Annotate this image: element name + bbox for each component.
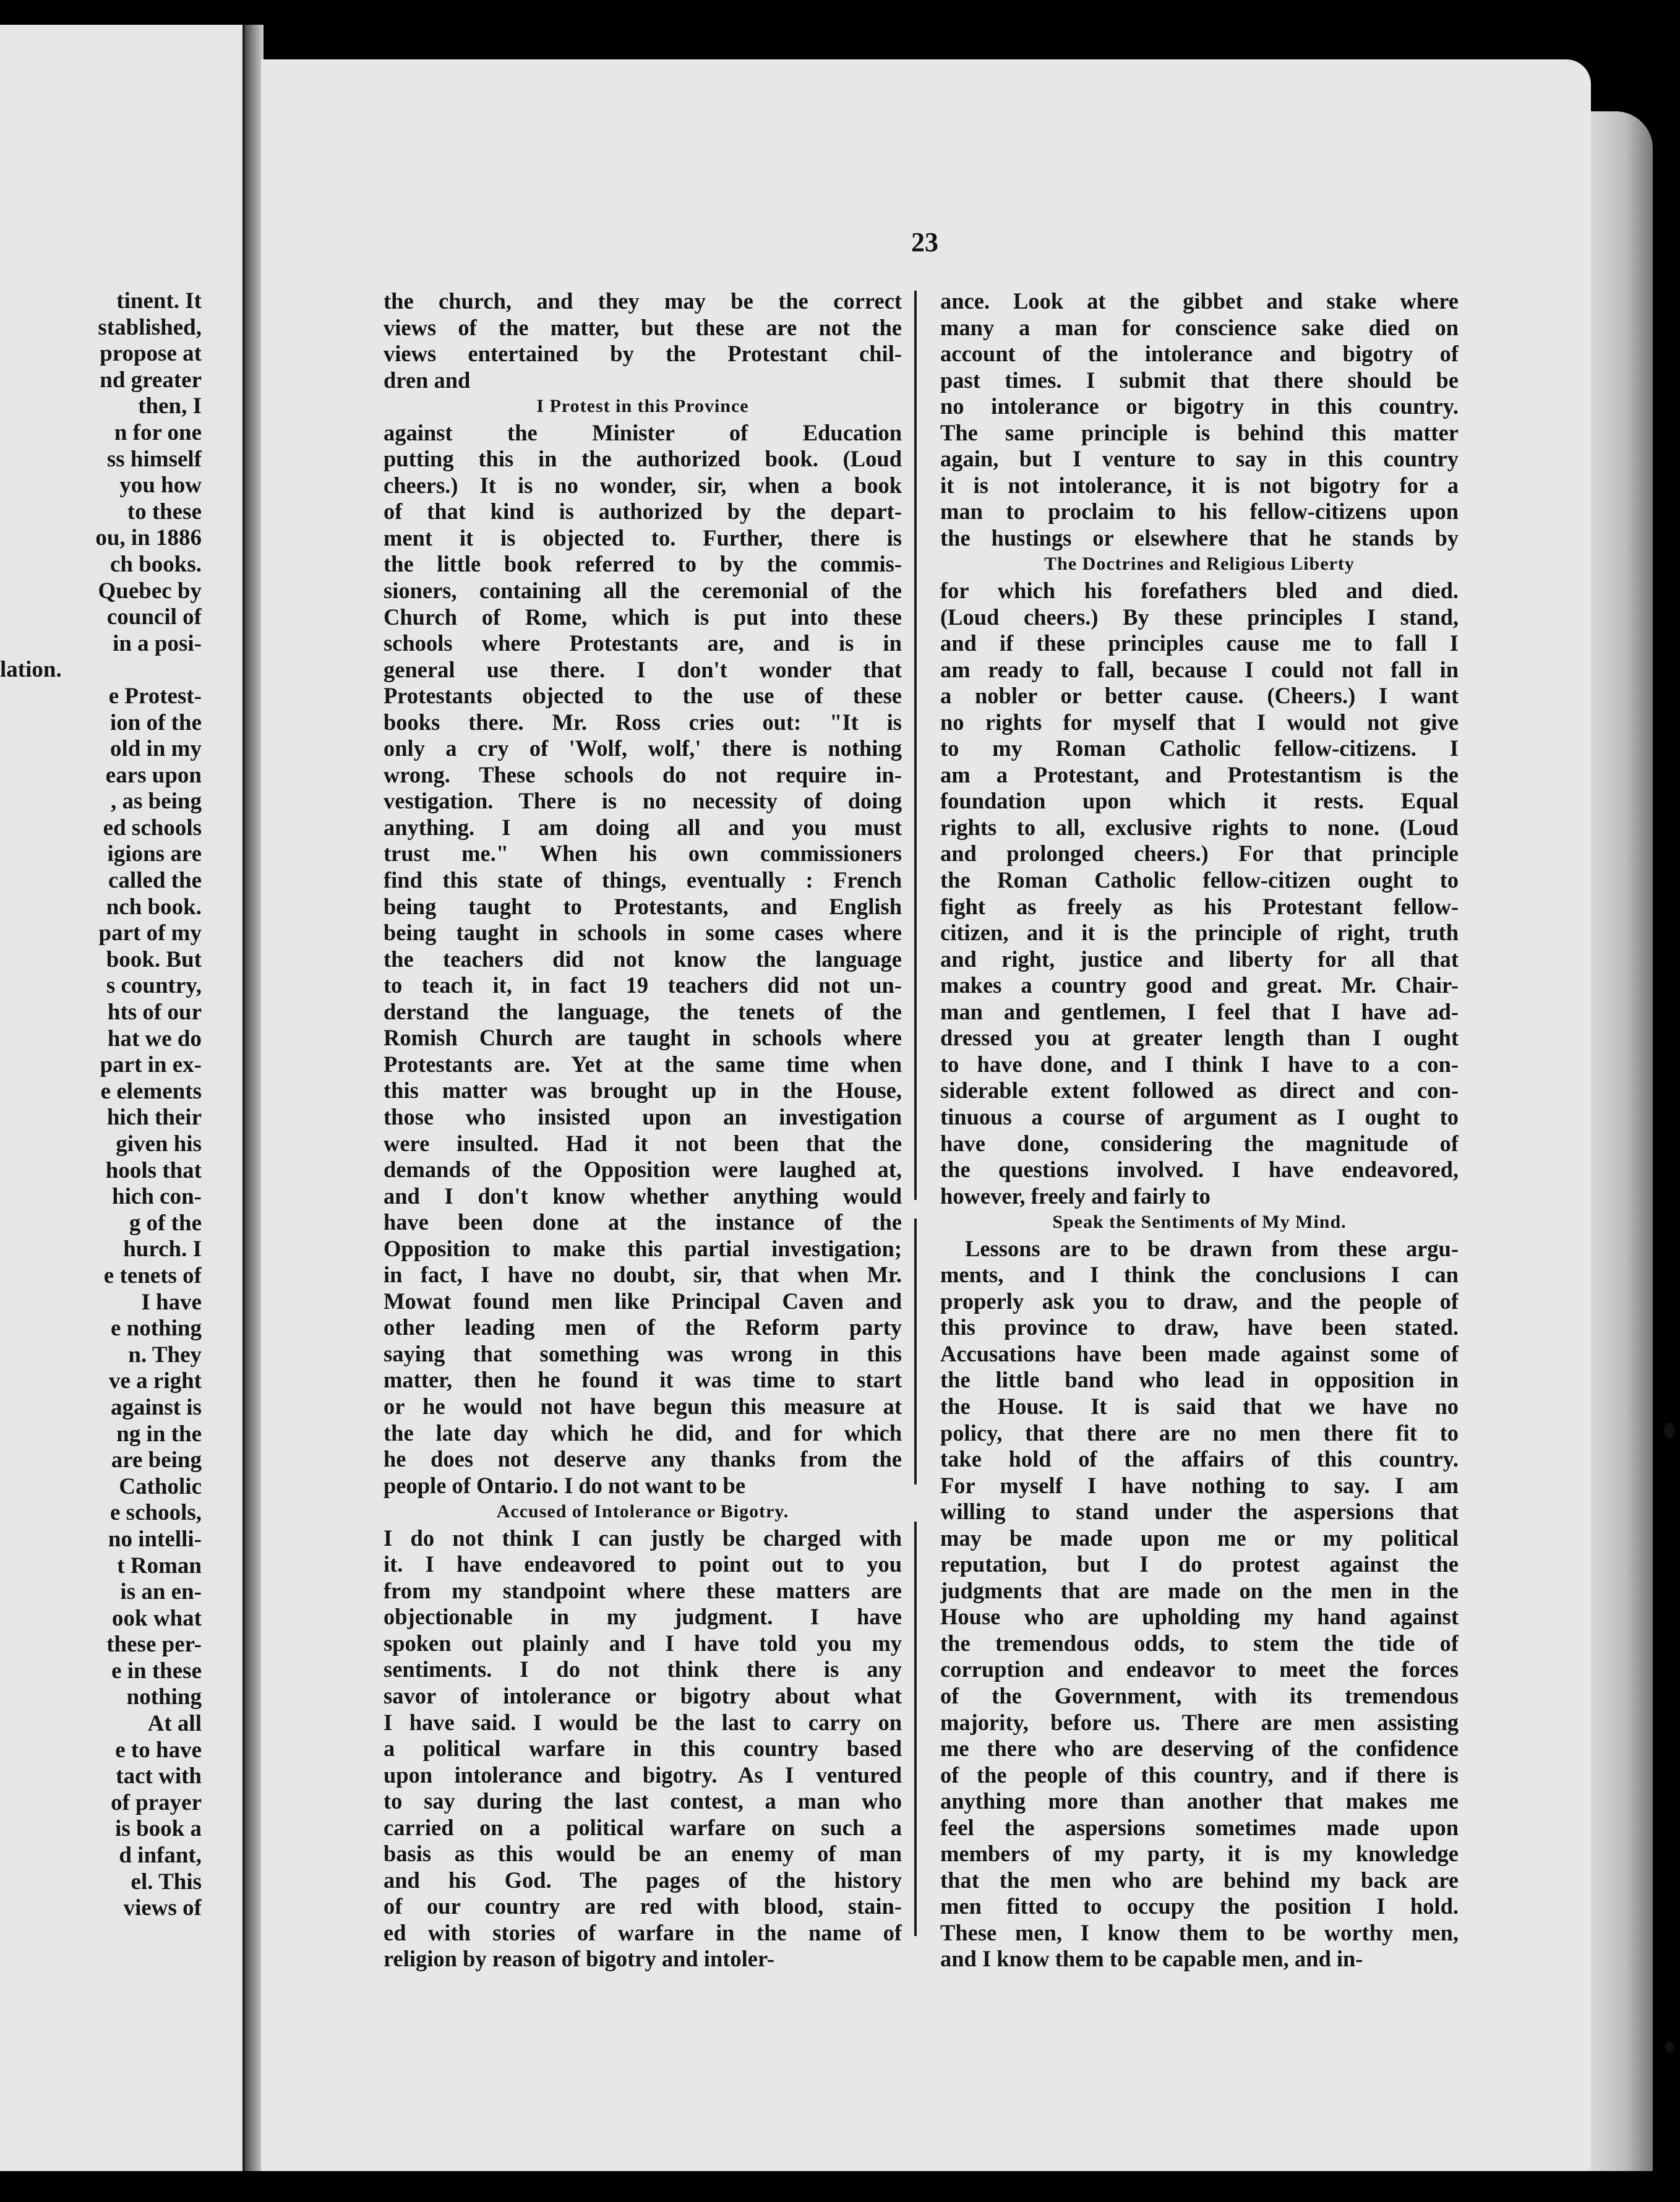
fragment-line: igions are [107, 841, 202, 867]
text-column-right [940, 288, 1459, 1973]
text-line: vestigation. There is no necessity of doing [384, 788, 902, 814]
previous-page-text-fragments [0, 288, 202, 1922]
text-line: the hustings or elsewhere that he stands by [940, 525, 1459, 550]
text-line: wrong. These schools do not require in- [384, 761, 902, 787]
section-subheading: I Protest in this Province [536, 396, 749, 417]
text-line: savor of intolerance or bigotry about what [384, 1682, 902, 1708]
text-line: corruption and endeavor to meet the forces [940, 1656, 1459, 1682]
text-line: the little band who lead in opposition in [940, 1367, 1459, 1393]
column-rule-break [914, 1484, 917, 1522]
text-line: only a cry of 'Wolf, wolf,' there is nothing [384, 735, 902, 761]
page-number: 23 [911, 227, 938, 257]
text-line: trust me." When his own commissioners [384, 841, 902, 867]
fragment-line: e Protest- [108, 683, 202, 709]
text-line: The same principle is behind this matter [940, 419, 1459, 445]
text-line: These men, I know them to be worthy men, [940, 1919, 1459, 1945]
text-line: Mowat found men like Principal Caven and [384, 1288, 902, 1314]
text-line: cheers.) It is no wonder, sir, when a book [384, 472, 902, 498]
text-line: views of the matter, but these are not the [384, 314, 902, 340]
text-line: House who are upholding my hand against [940, 1604, 1459, 1630]
text-line: a nobler or better cause. (Cheers.) I want [940, 683, 1459, 709]
text-line: carried on a political warfare on such a [384, 1814, 902, 1840]
text-line: a political warfare in this country based [384, 1736, 902, 1762]
text-line: however, freely and fairly to [940, 1183, 1211, 1209]
fragment-line: t Roman [117, 1553, 202, 1579]
fragment-line: against is [110, 1394, 202, 1420]
fragment-line: e to have [115, 1737, 202, 1763]
previous-page-edge [0, 25, 245, 2171]
text-line: other leading men of the Reform party [384, 1314, 902, 1340]
fragment-line: is book a [115, 1816, 202, 1842]
fragment-line: propose at [100, 341, 202, 367]
fragment-line: hich con- [112, 1184, 202, 1210]
text-line: basis as this would be an enemy of man [384, 1841, 902, 1867]
text-line: of that kind is authorized by the depart- [384, 499, 902, 525]
text-line: ed with stories of warfare in the name of [384, 1919, 902, 1945]
text-line: demands of the Opposition were laughed at, [384, 1157, 902, 1183]
text-line: to have done, and I think I have to a con- [940, 1051, 1459, 1077]
text-line: the church, and they may be the correct [384, 288, 902, 314]
text-line: anything. I am doing all and you must [384, 814, 902, 840]
fragment-line: ng in the [116, 1421, 202, 1447]
text-line: Accusations have been made against some of [940, 1340, 1459, 1366]
text-column-left [384, 288, 902, 1973]
column-rule [914, 291, 917, 1936]
text-line: being taught in schools in some cases where [384, 920, 902, 946]
fragment-line: e tenets of [103, 1262, 202, 1288]
text-line: Protestants objected to the use of these [384, 683, 902, 709]
fragment-line: e in these [111, 1658, 202, 1684]
text-line: man and gentlemen, I feel that I have ad- [940, 998, 1459, 1024]
text-line: putting this in the authorized book. (Loud [384, 446, 902, 472]
text-line: those who insisted upon an investigation [384, 1103, 902, 1129]
text-line: no intolerance or bigotry in this country. [940, 393, 1459, 419]
text-line: the questions involved. I have endeavored, [940, 1157, 1459, 1183]
text-line: upon intolerance and bigotry. As I ventured [384, 1762, 902, 1788]
text-line: and if these principles cause me to fall I [940, 630, 1459, 656]
fragment-line: el. This [131, 1869, 202, 1895]
fragment-line: hools that [105, 1157, 202, 1183]
text-line: Romish Church are taught in schools where [384, 1025, 902, 1051]
text-line: me there who are deserving of the confidence [940, 1736, 1459, 1762]
text-line: were insulted. Had it not been that the [384, 1130, 902, 1156]
text-line: the little book referred to by the commis- [384, 551, 902, 577]
fragment-line: of prayer [111, 1789, 202, 1815]
text-line: saying that something was wrong in this [384, 1340, 902, 1366]
text-line: the House. It is said that we have no [940, 1393, 1459, 1419]
fragment-line: nch book. [106, 894, 202, 920]
fragment-line: hts of our [107, 1000, 202, 1026]
text-line: siderable extent followed as direct and con- [940, 1077, 1459, 1103]
fragment-line: ss himself [106, 446, 202, 472]
text-line: Protestants are. Yet at the same time when [384, 1051, 902, 1077]
fragment-line: council of [106, 604, 202, 630]
text-line: tinuous a course of argument as I ought to [940, 1103, 1459, 1129]
text-line: views entertained by the Protestant chil- [384, 341, 902, 367]
text-line: general use there. I don't wonder that [384, 656, 902, 682]
text-line: ance. Look at the gibbet and stake where [940, 288, 1459, 314]
text-line: and right, justice and liberty for all that [940, 946, 1459, 972]
text-line: books there. Mr. Ross cries out: "It is [384, 709, 902, 735]
fragment-line: n. They [128, 1342, 202, 1368]
text-line: Opposition to make this partial investigation; [384, 1235, 902, 1261]
text-line: being taught to Protestants, and English [384, 893, 902, 919]
fragment-line: Catholic [119, 1473, 202, 1499]
text-line: For myself I have nothing to say. I am [940, 1472, 1459, 1498]
fragment-line: s country, [106, 973, 202, 999]
text-line: or he would not have begun this measure at [384, 1393, 902, 1419]
text-line: the tremendous odds, to stem the tide of [940, 1630, 1459, 1656]
fragment-line: ch books. [109, 551, 202, 577]
text-line: derstand the language, the tenets of the [384, 998, 902, 1024]
text-line: am a Protestant, and Protestantism is the [940, 761, 1459, 787]
fragment-line: old in my [109, 736, 202, 762]
text-line: I have said. I would be the last to carry on [384, 1709, 902, 1735]
text-line: in fact, I have no doubt, sir, that when Mr. [384, 1262, 902, 1288]
fragment-line: hich their [106, 1105, 202, 1131]
text-line: objectionable in my judgment. I have [384, 1604, 902, 1630]
text-line: dren and [384, 367, 471, 393]
text-line: it. I have endeavored to point out to you [384, 1551, 902, 1577]
text-line: against the Minister of Education [384, 419, 902, 445]
text-line: people of Ontario. I do not want to be [384, 1472, 746, 1498]
text-line: to teach it, in fact 19 teachers did not un- [384, 972, 902, 998]
text-line: of our country are red with blood, stain- [384, 1893, 902, 1919]
text-line: Church of Rome, which is put into these [384, 604, 902, 630]
fragment-line: stablished, [98, 314, 202, 340]
fragment-line: to these [127, 499, 202, 525]
fragment-line: given his [116, 1131, 202, 1157]
fragment-line: nothing [126, 1684, 202, 1710]
text-line: members of my party, it is my knowledge [940, 1841, 1459, 1867]
fragment-line: ed schools [103, 815, 202, 841]
fragment-line: lation. [0, 657, 62, 683]
fragment-line: ook what [112, 1605, 202, 1631]
text-line: sioners, containing all the ceremonial of the [384, 578, 902, 604]
fragment-line: tinent. It [116, 288, 202, 314]
fragment-line: no intelli- [108, 1526, 202, 1552]
fragment-line: is an en- [120, 1579, 202, 1605]
text-line: the late day which he did, and for which [384, 1420, 902, 1446]
scan-speck [1664, 1423, 1675, 1439]
text-line: I do not think I can justly be charged with [384, 1525, 902, 1551]
text-line: of the people of this country, and if there is [940, 1762, 1459, 1788]
text-line: to my Roman Catholic fellow-citizens. I [940, 735, 1459, 761]
fragment-line: these per- [106, 1632, 202, 1658]
text-line: past times. I submit that there should be [940, 367, 1459, 393]
text-line: ment it is objected to. Further, there is [384, 525, 902, 550]
text-line: spoken out plainly and I have told you my [384, 1630, 902, 1656]
fragment-line: then, I [138, 393, 202, 419]
text-line: properly ask you to draw, and the people of [940, 1288, 1459, 1314]
fragment-line: n for one [114, 419, 202, 445]
text-line: have been done at the instance of the [384, 1209, 902, 1235]
text-line: dressed you at greater length than I ought [940, 1025, 1459, 1051]
text-line: may be made upon me or my political [940, 1525, 1459, 1551]
fragment-line: At all [147, 1711, 202, 1737]
text-line: willing to stand under the aspersions that [940, 1499, 1459, 1525]
text-line: no rights for myself that I would not give [940, 709, 1459, 735]
text-line: makes a country good and great. Mr. Chair- [940, 972, 1459, 998]
fragment-line: d infant, [119, 1843, 202, 1869]
text-line: many a man for conscience sake died on [940, 314, 1459, 340]
fragment-line: nd greater [100, 367, 202, 393]
fragment-line: hat we do [107, 1026, 202, 1052]
section-subheading: Accused of Intolerance or Bigotry. [496, 1501, 789, 1522]
fragment-line: ion of the [110, 709, 202, 735]
fragment-line: ve a right [108, 1368, 202, 1394]
text-line: policy, that there are no men there fit to [940, 1420, 1459, 1446]
text-line: rights to all, exclusive rights to none. (Loud [940, 814, 1459, 840]
text-line: majority, before us. There are men assisting [940, 1709, 1459, 1735]
fragment-line: g of the [129, 1210, 202, 1236]
section-subheading: The Doctrines and Religious Liberty [1044, 554, 1355, 575]
text-line: religion by reason of bigotry and intoler- [384, 1946, 774, 1972]
text-line: judgments that are made on the men in the [940, 1577, 1459, 1603]
fragment-line: , as being [110, 789, 202, 815]
text-line: the teachers did not know the language [384, 946, 902, 972]
section-subheading: Speak the Sentiments of My Mind. [1052, 1212, 1347, 1233]
text-line: again, but I venture to say in this country [940, 446, 1459, 472]
text-line: this matter was brought up in the House, [384, 1077, 902, 1103]
text-line: ments, and I think the conclusions I can [940, 1262, 1459, 1288]
fragment-line: book. But [106, 946, 202, 972]
text-line: reputation, but I do protest against the [940, 1551, 1459, 1577]
scan-speck [1665, 2041, 1674, 2052]
fragment-line: hurch. I [123, 1236, 202, 1262]
text-line: of the Government, with its tremendous [940, 1682, 1459, 1708]
fragment-line: ou, in 1886 [95, 525, 202, 551]
text-line: to say during the last contest, a man who [384, 1788, 902, 1814]
text-line: the Roman Catholic fellow-citizen ought to [940, 867, 1459, 893]
fragment-line: e schools, [110, 1500, 202, 1526]
fragment-line: called the [108, 868, 202, 894]
text-line: sentiments. I do not think there is any [384, 1656, 902, 1682]
text-line: take hold of the affairs of this country. [940, 1446, 1459, 1472]
text-line: Lessons are to be drawn from these argu- [965, 1235, 1459, 1261]
text-line: this province to draw, have been stated. [940, 1314, 1459, 1340]
text-line: anything more than another that makes me [940, 1788, 1459, 1814]
text-line: (Loud cheers.) By these principles I stand, [940, 604, 1459, 630]
text-line: citizen, and it is the principle of right, truth [940, 920, 1459, 946]
text-line: men fitted to occupy the position I hold. [940, 1893, 1459, 1919]
text-line: man to proclaim to his fellow-citizens upon [940, 499, 1459, 525]
fragment-line: part of my [98, 920, 202, 946]
fragment-line: views of [123, 1895, 202, 1921]
text-line: have done, considering the magnitude of [940, 1130, 1459, 1156]
column-rule-break [914, 1200, 917, 1219]
fragment-line: are being [111, 1447, 202, 1473]
text-line: he does not deserve any thanks from the [384, 1446, 902, 1472]
text-line: and I know them to be capable men, and in- [940, 1946, 1363, 1972]
fragment-line: e elements [100, 1078, 202, 1104]
fragment-line: part in ex- [100, 1052, 202, 1078]
text-line: schools where Protestants are, and is in [384, 630, 902, 656]
fragment-line: e nothing [110, 1316, 202, 1342]
text-line: and prolonged cheers.) For that principle [940, 841, 1459, 867]
text-line: am ready to fall, because I could not fall in [940, 656, 1459, 682]
fragment-line: Quebec by [98, 578, 202, 604]
fragment-line: I have [141, 1289, 202, 1315]
text-line: feel the aspersions sometimes made upon [940, 1814, 1459, 1840]
fragment-line: ears upon [105, 762, 202, 788]
text-line: and his God. The pages of the history [384, 1867, 902, 1893]
text-line: account of the intolerance and bigotry of [940, 341, 1459, 367]
text-line: fight as freely as his Protestant fellow- [940, 893, 1459, 919]
fragment-line: in a posi- [113, 630, 202, 656]
text-line: find this state of things, eventually : French [384, 867, 902, 893]
page-curl-edge [1591, 111, 1653, 2171]
text-line: that the men who are behind my back are [940, 1867, 1459, 1893]
text-line: it is not intolerance, it is not bigotry for a [940, 472, 1459, 498]
text-line: matter, then he found it was time to start [384, 1367, 902, 1393]
text-line: and I don't know whether anything would [384, 1183, 902, 1209]
text-line: from my standpoint where these matters are [384, 1577, 902, 1603]
fragment-line: tact with [116, 1763, 202, 1789]
text-line: foundation upon which it rests. Equal [940, 788, 1459, 814]
fragment-line: you how [119, 473, 202, 499]
text-line: for which his forefathers bled and died. [940, 578, 1459, 604]
